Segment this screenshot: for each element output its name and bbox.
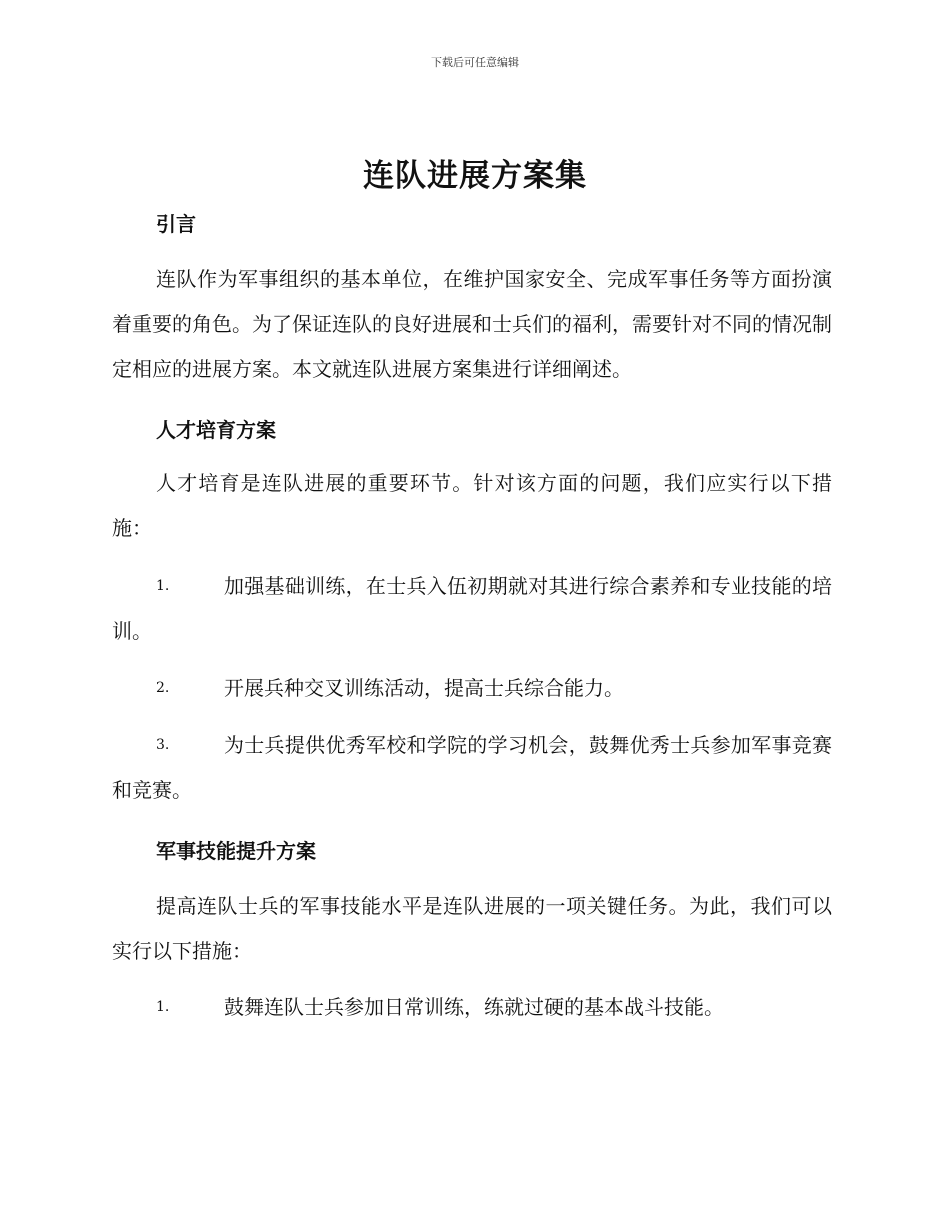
talent-paragraph: 人才培育是连队进展的重要环节。针对该方面的问题，我们应实行以下措施： (112, 471, 832, 540)
list-item (112, 985, 832, 1030)
list-item-text: 为士兵提供优秀军校和学院的学习机会，鼓舞优秀士兵参加军事竞赛和竞赛。 (112, 733, 832, 802)
header-note: 下载后可任意编辑 (431, 56, 519, 69)
list-item-number: 1. (156, 999, 170, 1015)
list-item-text: 鼓舞连队士兵参加日常训练，练就过硬的基本战斗技能。 (224, 995, 724, 1019)
list-item-number: 1. (156, 578, 170, 594)
list-item (112, 564, 832, 654)
list-item-number: 2. (156, 680, 170, 696)
list-item (112, 666, 832, 711)
list-item-number: 3. (156, 737, 170, 753)
skills-paragraph: 提高连队士兵的军事技能水平是连队进展的一项关键任务。为此，我们可以实行以下措施： (112, 894, 832, 963)
section-heading-intro: 引言 (156, 212, 196, 236)
section-heading-skills: 军事技能提升方案 (156, 839, 316, 863)
document-title: 连队进展方案集 (363, 158, 587, 194)
list-item-text: 开展兵种交叉训练活动，提高士兵综合能力。 (224, 676, 624, 700)
intro-paragraph: 连队作为军事组织的基本单位，在维护国家安全、完成军事任务等方面扮演着重要的角色。为了保证连队的良好进展和士兵们的福利，需要针对不同的情况制定相应的进展方案。本文就连队进展方案集进行详细阐述。 (112, 267, 832, 381)
list-item-text: 加强基础训练，在士兵入伍初期就对其进行综合素养和专业技能的培训。 (112, 574, 832, 643)
list-item (112, 723, 832, 813)
section-heading-talent: 人才培育方案 (156, 418, 276, 442)
